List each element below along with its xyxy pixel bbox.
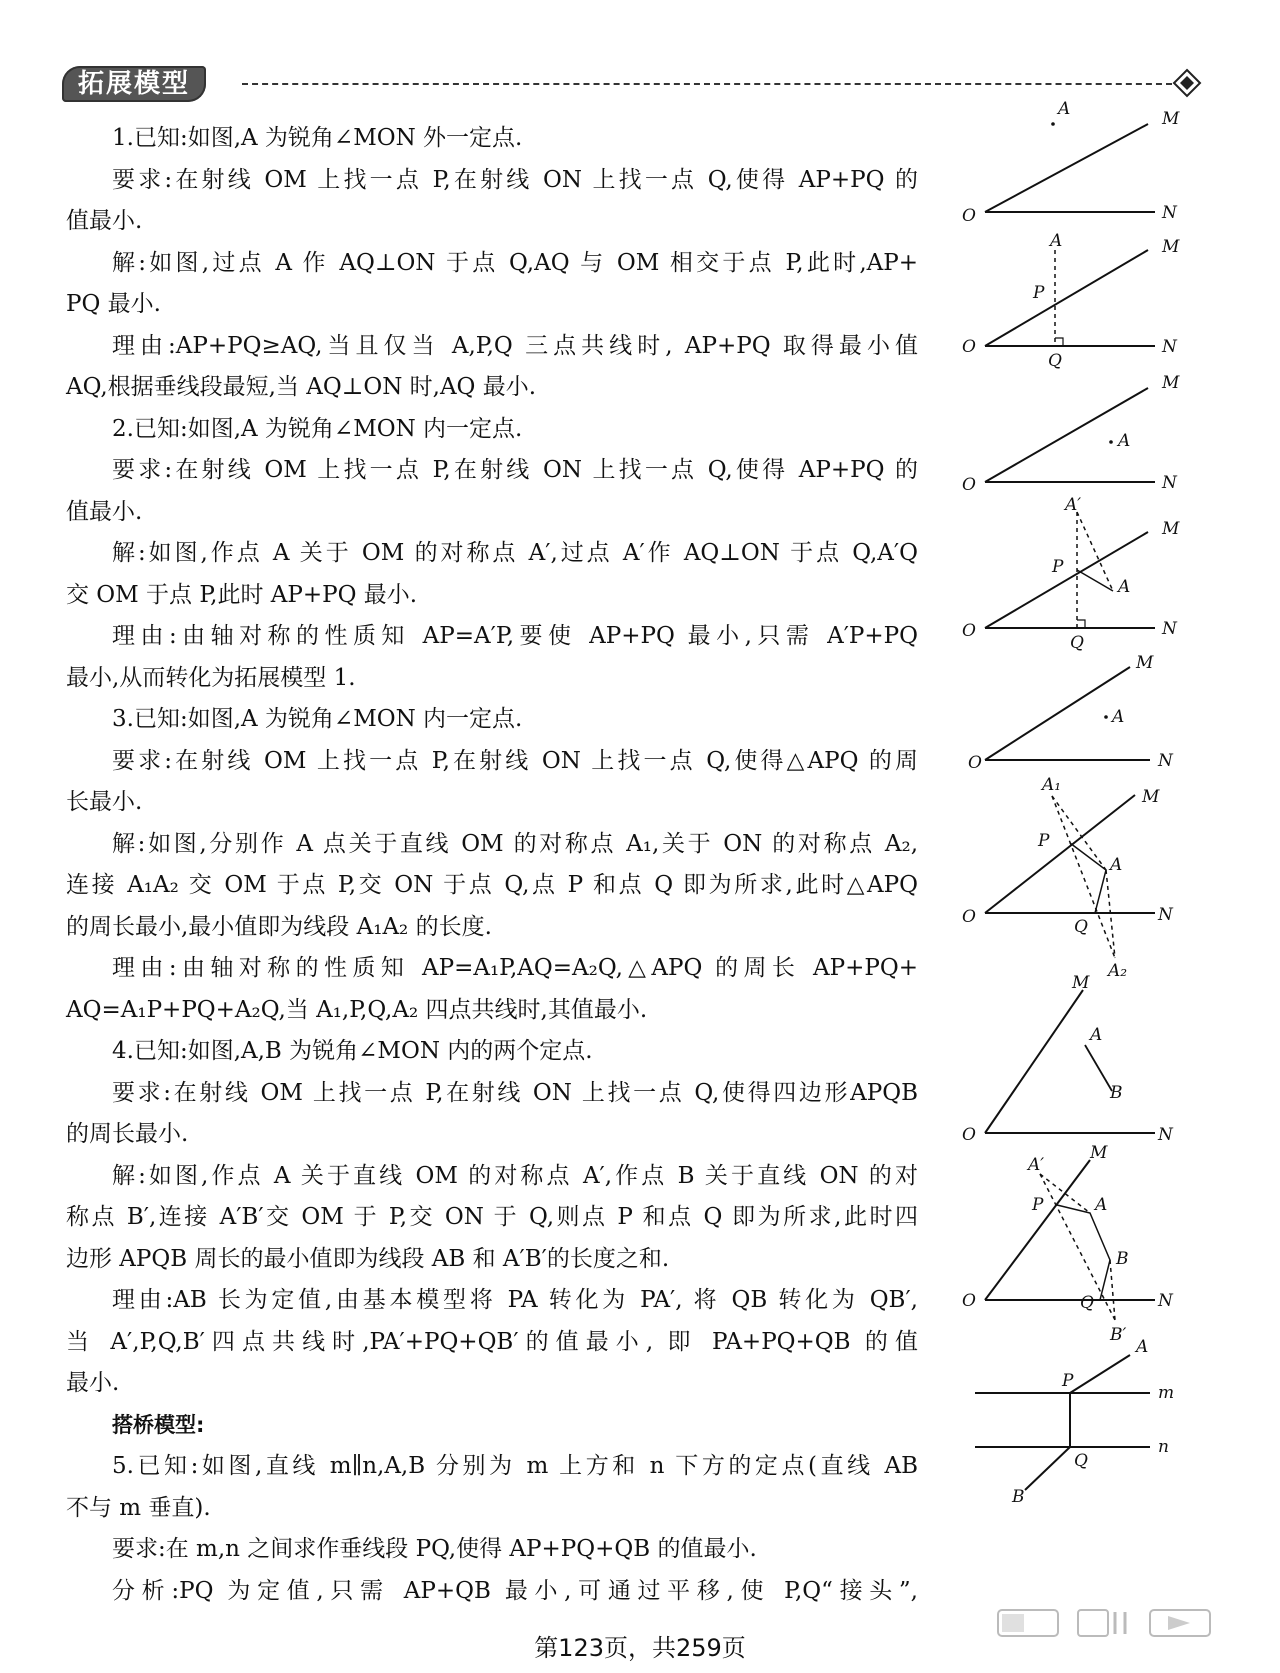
fig3-label-o: O (962, 475, 976, 495)
fig3-label-n: N (1162, 473, 1177, 493)
fig3-label-m: M (1162, 373, 1180, 393)
fig8-label-m: M (1090, 1143, 1108, 1163)
fig3-label-a: A (1118, 431, 1131, 451)
fig6-label-o: O (962, 907, 976, 927)
fig5-label-n: N (1158, 751, 1173, 771)
text-line: 值最小. (66, 498, 143, 525)
page-text (66, 118, 918, 1612)
fig4-label-n: N (1162, 619, 1177, 639)
text-line: 解:如图,作点 A 关于 OM 的对称点 A′,过点 A′作 AQ⊥ON 于点 Q,A′Q (112, 540, 918, 566)
header-divider (242, 83, 1172, 85)
text-line: 分析:PQ 为定值,只需 AP+QB 最小,可通过平移,使 P,Q“接头”, (112, 1577, 918, 1604)
fig8-label-n: N (1158, 1291, 1173, 1311)
text-line: 最小,从而转化为拓展模型 1. (66, 664, 356, 691)
text-line: 解:如图,过点 A 作 AQ⊥ON 于点 Q,AQ 与 OM 相交于点 P,此时,AP+ (112, 249, 918, 276)
text-line: 解:如图,分别作 A 点关于直线 OM 的对称点 A₁,关于 ON 的对称点 A₂, (112, 830, 918, 857)
fig8-label-a-prime: A′ (1028, 1155, 1045, 1175)
fig8-label-a: A (1095, 1195, 1108, 1215)
text-line: PQ 最小. (66, 291, 161, 317)
fig8-label-o: O (962, 1291, 976, 1311)
fig4-label-a-prime: A′ (1065, 495, 1082, 515)
fig1-label-m: M (1162, 109, 1180, 129)
fig4-label-o: O (962, 621, 976, 641)
fig6-label-q: Q (1074, 917, 1088, 937)
fig8-label-b-prime: B′ (1110, 1325, 1127, 1345)
fig1-label-a: A (1058, 99, 1071, 119)
text-line: 4.已知:如图,A,B 为锐角∠MON 内的两个定点. (112, 1038, 593, 1064)
text-line: 长最小. (66, 789, 143, 815)
figure-column (940, 90, 1240, 1650)
text-line: 边形 APQB 周长的最小值即为线段 AB 和 A′B′的长度之和. (66, 1245, 670, 1272)
fig4-label-p: P (1052, 557, 1064, 577)
fig2-label-m: M (1162, 237, 1180, 257)
text-line: 交 OM 于点 P,此时 AP+PQ 最小. (66, 581, 418, 608)
text-line: 理由:由轴对称的性质知 AP=A₁P,AQ=A₂Q,△APQ 的周长 AP+PQ+ (112, 955, 918, 981)
fig9-label-p: P (1062, 1371, 1074, 1391)
text-line: 3.已知:如图,A 为锐角∠MON 内一定点. (112, 706, 523, 732)
fig9-label-a: A (1136, 1337, 1149, 1357)
text-line: 当 A′,P,Q,B′四点共线时,PA′+PQ+QB′的值最小, 即 PA+PQ+QB 的值 (66, 1328, 918, 1355)
fig4-label-q: Q (1070, 633, 1084, 653)
text-line: 不与 m 垂直). (66, 1494, 211, 1521)
text-line: 2.已知:如图,A 为锐角∠MON 内一定点. (112, 415, 523, 442)
text-line: 连接 A₁A₂ 交 OM 于点 P,交 ON 于点 Q,点 P 和点 Q 即为所求,此时△APQ (66, 872, 918, 898)
fig6-label-p: P (1038, 831, 1050, 851)
fig8-label-b: B (1116, 1249, 1129, 1269)
fig1-label-o: O (962, 206, 976, 226)
fig7-label-b: B (1110, 1083, 1123, 1103)
text-line: 要求:在射线 OM 上找一点 P,在射线 ON 上找一点 Q,使得 AP+PQ 的 (112, 457, 918, 483)
fig7-label-o: O (962, 1125, 976, 1145)
text-line: 最小. (66, 1370, 120, 1396)
fig5-label-m: M (1136, 653, 1154, 673)
section-title: 拓展模型 (62, 66, 206, 102)
text-line: AQ,根据垂线段最短,当 AQ⊥ON 时,AQ 最小. (66, 374, 537, 400)
text-line: 的周长最小. (66, 1121, 189, 1147)
text-line: 1.已知:如图,A 为锐角∠MON 外一定点. (112, 125, 523, 151)
fig9-label-m: m (1158, 1383, 1175, 1403)
geometry-figures (940, 90, 1240, 1650)
fig2-label-o: O (962, 337, 976, 357)
text-line: 要求:在射线 OM 上找一点 P,在射线 ON 上找一点 Q,使得 AP+PQ 的 (112, 166, 918, 193)
fig8-label-p: P (1032, 1195, 1044, 1215)
text-line: 5.已知:如图,直线 m∥n,A,B 分别为 m 上方和 n 下方的定点(直线 AB (112, 1453, 918, 1479)
fig2-label-a: A (1050, 231, 1063, 251)
text-line: 理由:由轴对称的性质知 AP=A′P,要使 AP+PQ 最小,只需 A′P+PQ (112, 623, 918, 649)
fig9-label-b: B (1012, 1487, 1025, 1507)
text-line: 解:如图,作点 A 关于直线 OM 的对称点 A′,作点 B 关于直线 ON 的对 (112, 1162, 918, 1189)
fig6-label-a2: A₂ (1108, 961, 1128, 981)
text-line: 要求:在射线 OM 上找一点 P,在射线 ON 上找一点 Q,使得△APQ 的周 (112, 747, 918, 774)
fig1-label-n: N (1162, 203, 1177, 223)
fig2-label-q: Q (1048, 351, 1062, 371)
fig6-label-a: A (1110, 855, 1123, 875)
fig4-label-a: A (1118, 577, 1131, 597)
fig7-label-n: N (1158, 1125, 1173, 1145)
fig7-label-a: A (1090, 1025, 1103, 1045)
fig5-label-o: O (968, 753, 982, 773)
fig2-label-p: P (1033, 283, 1045, 303)
text-line: AQ=A₁P+PQ+A₂Q,当 A₁,P,Q,A₂ 四点共线时,其值最小. (66, 996, 648, 1023)
fig6-label-n: N (1158, 905, 1173, 925)
fig8-label-q: Q (1080, 1293, 1094, 1313)
text-line: 理由:AB 长为定值,由基本模型将 PA 转化为 PA′, 将 QB 转化为 QB′, (112, 1287, 918, 1313)
fig4-label-m: M (1162, 519, 1180, 539)
page-counter: 第123页，共259页 (534, 1634, 746, 1662)
fig6-label-a1: A₁ (1042, 775, 1062, 795)
fig9-label-n: n (1158, 1437, 1169, 1457)
text-line: 的周长最小,最小值即为线段 A₁A₂ 的长度. (66, 913, 492, 940)
fig7-label-m: M (1072, 973, 1090, 993)
text-line: 值最小. (66, 208, 143, 234)
text-line: 要求:在 m,n 之间求作垂线段 PQ,使得 AP+PQ+QB 的值最小. (112, 1536, 757, 1562)
fig5-label-a: A (1112, 707, 1125, 727)
text-line: 搭桥模型: (112, 1412, 205, 1437)
fig6-label-m: M (1142, 787, 1160, 807)
text-line: 要求:在射线 OM 上找一点 P,在射线 ON 上找一点 Q,使得四边形APQB (112, 1079, 918, 1106)
fig2-label-n: N (1162, 337, 1177, 357)
text-line: 称点 B′,连接 A′B′交 OM 于 P,交 ON 于 Q,则点 P 和点 Q 即为所求,此时四 (66, 1204, 918, 1230)
fig9-label-q: Q (1074, 1451, 1088, 1471)
text-line: 理由:AP+PQ≥AQ,当且仅当 A,P,Q 三点共线时, AP+PQ 取得最小值 (112, 332, 918, 359)
